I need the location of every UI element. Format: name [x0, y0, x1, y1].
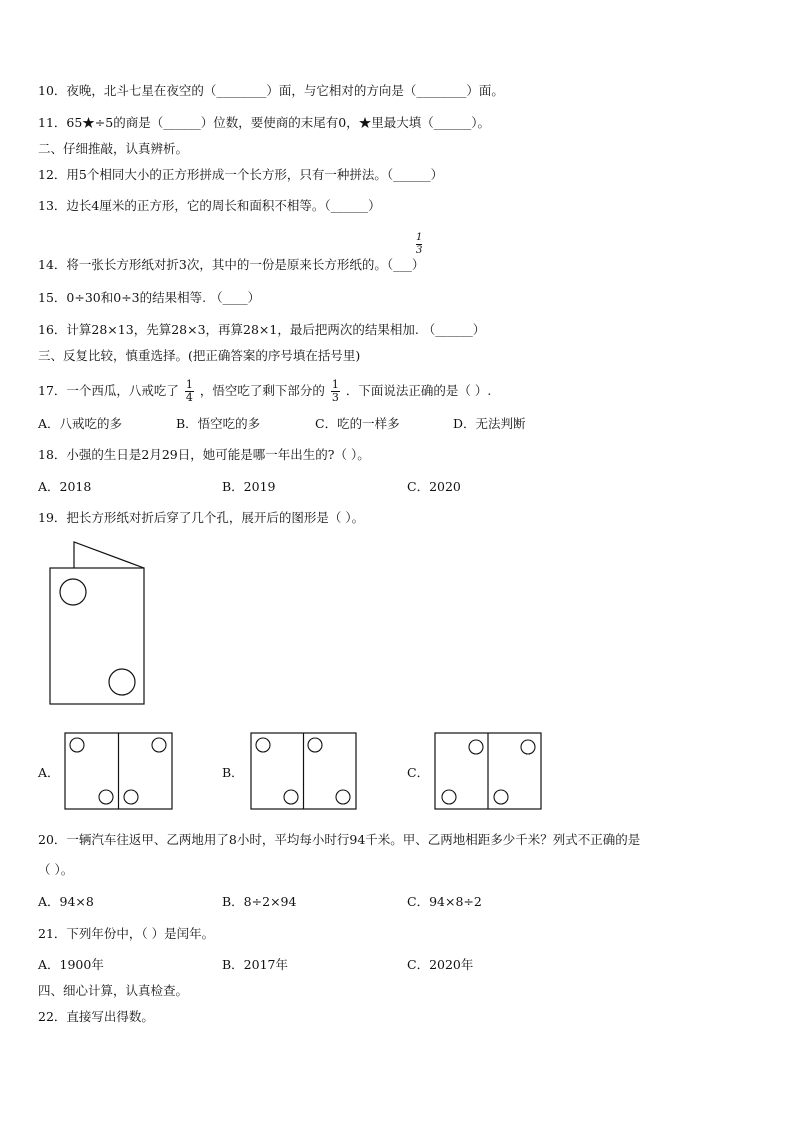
section-4-heading: 四、细心计算，认真检查。: [38, 983, 189, 998]
question-11: 11．65★÷5的商是（______）位数，要使商的末尾有0，★里最大填（______）。: [38, 115, 490, 130]
question-17: [38, 379, 491, 404]
q19-option-c-figure: [434, 732, 544, 812]
question-17-fraction-2: [331, 379, 340, 404]
question-19: 19．把长方形纸对折后穿了几个孔，展开后的图形是（ ）。: [38, 510, 365, 525]
q21-option-c: C．2020年: [407, 957, 474, 972]
q17-option-b: B．悟空吃的多: [176, 416, 261, 431]
question-17-text-c: ．下面说法正确的是（ ）.: [345, 383, 492, 398]
fraction-denominator: 4: [185, 391, 193, 404]
question-14: [38, 257, 424, 273]
fraction-numerator: 1: [416, 232, 423, 243]
question-16: 16．计算28×13，先算28×3，再算28×1，最后把两次的结果相加. （______）: [38, 322, 486, 337]
q17-option-d: D．无法判断: [453, 416, 526, 431]
question-12: 12．用5个相同大小的正方形拼成一个长方形，只有一种拼法。（______）: [38, 167, 444, 182]
question-14-fraction: [416, 232, 422, 257]
folded-paper-figure: [48, 540, 148, 708]
q19-option-b-figure: [250, 732, 360, 812]
section-2-heading: 二、仔细推敲，认真辨析。: [38, 141, 189, 156]
q19-option-a-figure: [64, 732, 174, 812]
question-17-text-a: 17．一个西瓜，八戒吃了: [38, 383, 179, 398]
question-17-fraction-1: [185, 379, 194, 404]
q18-option-c: C．2020: [407, 479, 461, 494]
q19-option-b: B．: [222, 765, 244, 780]
q20-option-c: C．94×8÷2: [407, 894, 482, 909]
question-15: 15．0÷30和0÷3的结果相等. （____）: [38, 290, 261, 305]
fraction-denominator: 3: [416, 245, 423, 256]
question-21: 21．下列年份中，（ ）是闰年。: [38, 926, 215, 941]
q21-option-b: B．2017年: [222, 957, 288, 972]
question-10: 10．夜晚，北斗七星在夜空的（________）面，与它相对的方向是（________）面。: [38, 83, 504, 98]
q17-option-a: A．八戒吃的多: [38, 416, 123, 431]
q20-option-b: B．8÷2×94: [222, 894, 297, 909]
fraction-numerator: 1: [185, 378, 193, 391]
question-14-end: 。（___）: [374, 257, 425, 272]
question-20-continued: （ ）。: [38, 862, 74, 877]
question-13: 13．边长4厘米的正方形，它的周长和面积不相等。（______）: [38, 198, 381, 213]
q17-option-c: C．吃的一样多: [315, 416, 400, 431]
q20-option-a: A．94×8: [38, 894, 94, 909]
q18-option-b: B．2019: [222, 479, 276, 494]
question-18: 18．小强的生日是2月29日，她可能是哪一年出生的?（ ）。: [38, 447, 370, 462]
q19-option-a: A．: [38, 765, 60, 780]
q21-option-a: A．1900年: [38, 957, 104, 972]
section-3-heading: 三、反复比较，慎重选择。(把正确答案的序号填在括号里): [38, 348, 361, 363]
question-22: 22．直接写出得数。: [38, 1009, 154, 1024]
q19-option-c: C．: [407, 765, 430, 780]
fraction-denominator: 3: [331, 391, 339, 404]
question-20: 20．一辆汽车往返甲、乙两地用了8小时，平均每小时行94千米。甲、乙两地相距多少千米？列式不正确的是: [38, 832, 641, 847]
fraction-numerator: 1: [331, 378, 339, 391]
q18-option-a: A．2018: [38, 479, 92, 494]
question-14-text: 14．将一张长方形纸对折3次，其中的一份是原来长方形纸的: [38, 257, 375, 272]
question-17-text-b: ，悟空吃了剩下部分的: [199, 383, 325, 398]
